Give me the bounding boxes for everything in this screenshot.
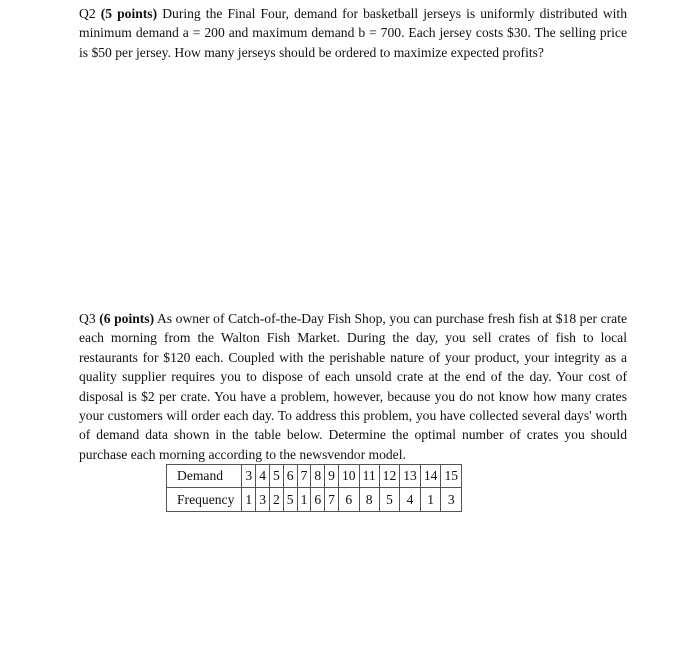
demand-cell: 12 (379, 465, 400, 488)
q3-text: As owner of Catch-of-the-Day Fish Shop, you can purchase fresh fish at $18 per crate each morning from the Walton Fish Market. During the day, you sell crates of fish to local restaurants for $120 each. Coupled with the perishable nature of your product, your integrity as a quality supplier requires you to dispose of each unsold crate at the end of the day. Your cost of disposal is $2 per crate. You have a problem, however, because you do not know how many crates your customers will order each day. To address this problem, you have collected several days' worth of demand data shown in the table below. Determine the optimal number of crates you should purchase each morning according to the newsvendor model. (79, 311, 628, 462)
demand-cell: 13 (400, 465, 421, 488)
frequency-header: Frequency (167, 488, 242, 512)
q3-label: Q3 (79, 311, 96, 326)
demand-cell: 3 (242, 465, 256, 488)
frequency-cell: 1 (242, 488, 256, 512)
demand-header: Demand (167, 465, 242, 488)
demand-cell: 14 (420, 465, 441, 488)
frequency-cell: 6 (338, 488, 359, 512)
frequency-cell: 2 (269, 488, 283, 512)
q3-points: (6 points) (99, 311, 155, 326)
demand-cell: 4 (256, 465, 270, 488)
demand-cell: 10 (338, 465, 359, 488)
demand-frequency-table (166, 464, 462, 512)
q2-text: During the Final Four, demand for basketball jerseys is uniformly distributed with minimum demand a = 200 and maximum demand b = 700. Each jersey costs $30. The selling price is $50 per jersey. How many jerseys should be ordered to maximize expected profits? (79, 6, 628, 60)
frequency-cell: 1 (297, 488, 311, 512)
frequency-cell: 3 (256, 488, 270, 512)
frequency-cell: 5 (379, 488, 400, 512)
frequency-cell: 1 (420, 488, 441, 512)
demand-cell: 11 (359, 465, 379, 488)
demand-cell: 6 (283, 465, 297, 488)
frequency-cell: 4 (400, 488, 421, 512)
demand-cell: 8 (311, 465, 325, 488)
demand-cell: 9 (325, 465, 339, 488)
frequency-row (167, 488, 462, 512)
q2-label: Q2 (79, 6, 96, 21)
frequency-cell: 8 (359, 488, 379, 512)
frequency-cell: 7 (325, 488, 339, 512)
frequency-cell: 6 (311, 488, 325, 512)
demand-cell: 15 (441, 465, 462, 488)
frequency-cell: 3 (441, 488, 462, 512)
question-q2 (79, 4, 627, 62)
q2-points: (5 points) (100, 6, 158, 21)
question-q3 (79, 309, 627, 464)
demand-row (167, 465, 462, 488)
demand-cell: 5 (269, 465, 283, 488)
demand-cell: 7 (297, 465, 311, 488)
frequency-cell: 5 (283, 488, 297, 512)
